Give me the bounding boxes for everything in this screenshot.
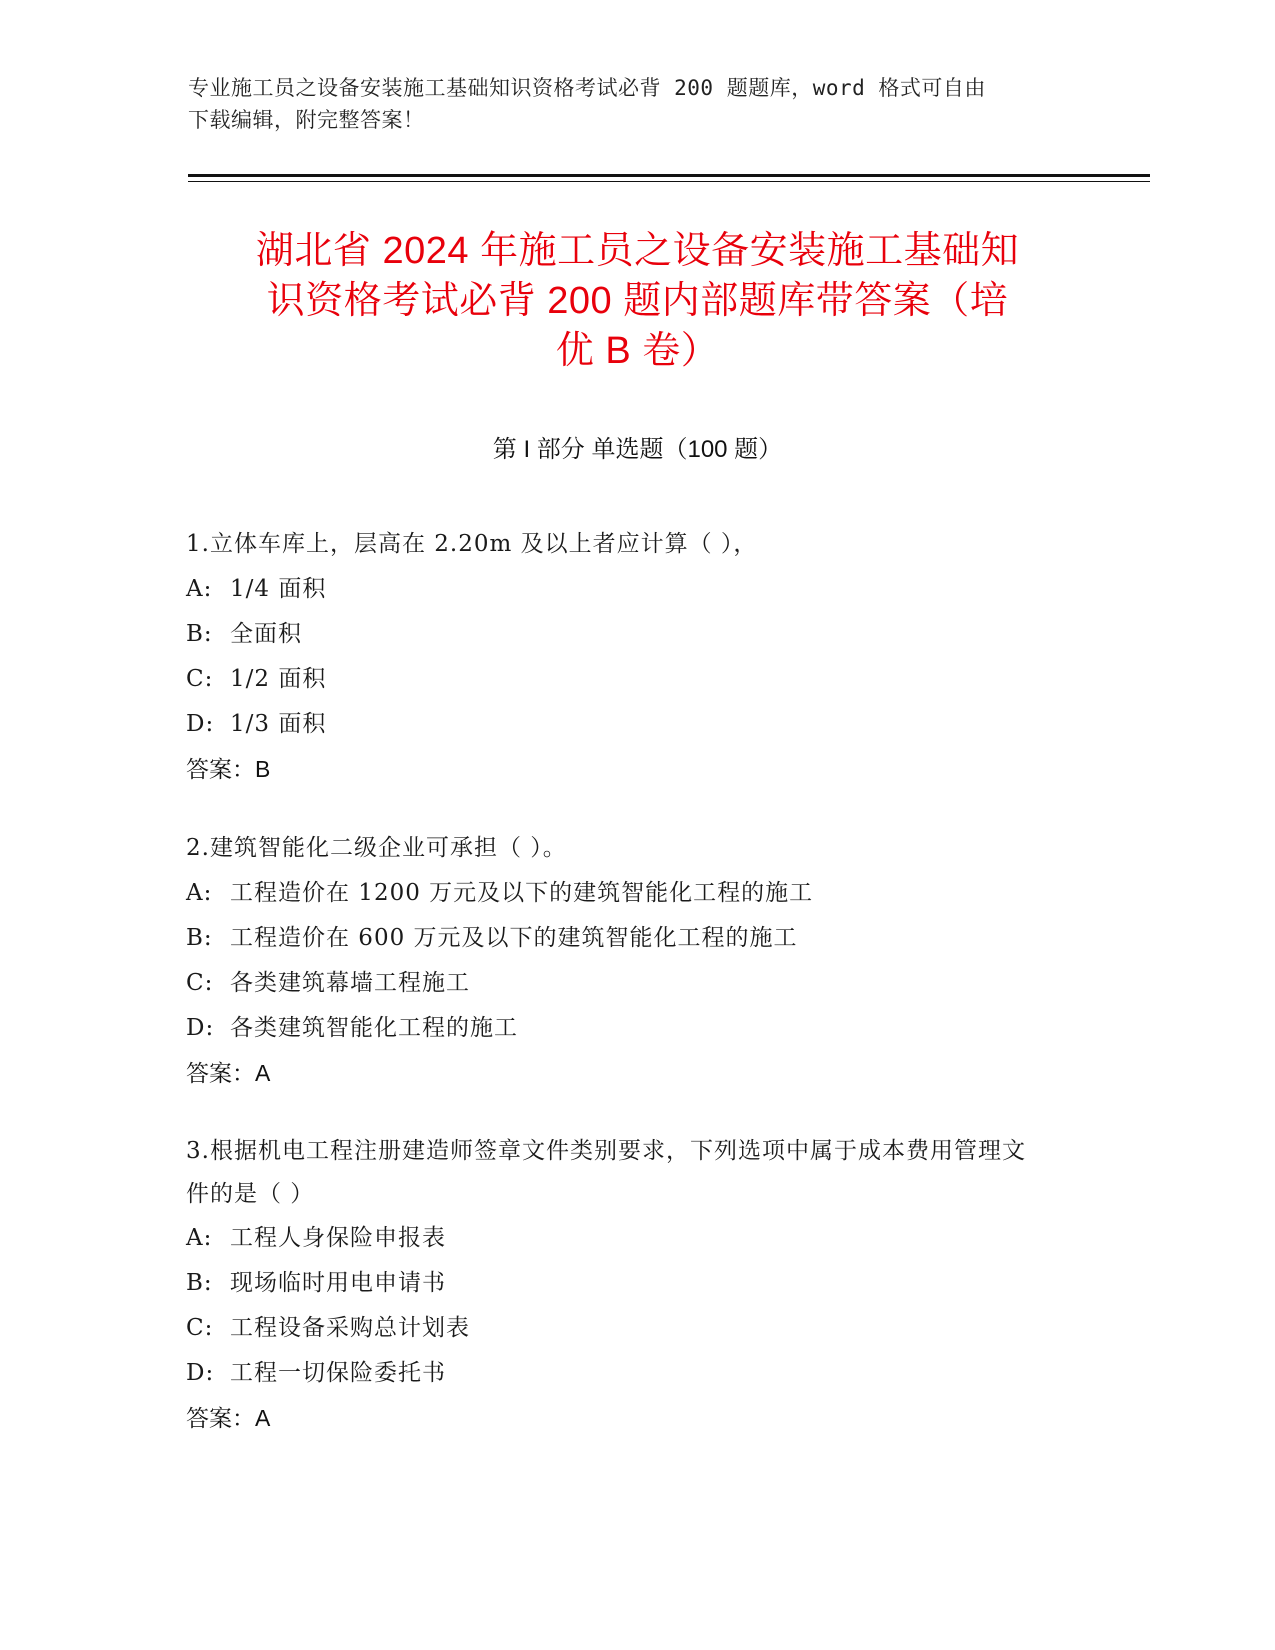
option-a bbox=[186, 1216, 1086, 1261]
question-list bbox=[186, 522, 1086, 1475]
option-key: D: bbox=[186, 1360, 215, 1386]
option-text: 工程人身保险申报表 bbox=[230, 1225, 446, 1251]
option-text: 全面积 bbox=[230, 621, 302, 647]
option-c bbox=[186, 657, 1086, 702]
header-note-line1: 专业施工员之设备安装施工基础知识资格考试必背 200 题题库，word 格式可自由 bbox=[188, 76, 986, 100]
option-d bbox=[186, 702, 1086, 747]
option-key: D: bbox=[186, 1015, 215, 1041]
option-d bbox=[186, 1351, 1086, 1396]
option-c bbox=[186, 961, 1086, 1006]
option-b bbox=[186, 612, 1086, 657]
document-title bbox=[170, 226, 1105, 376]
header-divider-thick bbox=[188, 174, 1150, 177]
option-text: 现场临时用电申请书 bbox=[230, 1270, 446, 1296]
question-stem: 2.建筑智能化二级企业可承担（ ）。 bbox=[186, 835, 567, 861]
option-text: 各类建筑幕墙工程施工 bbox=[230, 970, 470, 996]
option-a bbox=[186, 567, 1086, 612]
question-item bbox=[186, 522, 1086, 792]
option-key: B: bbox=[186, 621, 213, 647]
option-key: D: bbox=[186, 711, 215, 737]
document-title-line1: 湖北省 2024 年施工员之设备安装施工基础知 bbox=[255, 230, 1020, 272]
option-text: 工程设备采购总计划表 bbox=[230, 1315, 470, 1341]
option-key: A: bbox=[186, 576, 213, 602]
document-title-line2: 识资格考试必背 200 题内部题库带答案（培 bbox=[266, 280, 1009, 322]
question-item bbox=[186, 826, 1086, 1096]
answer-line: 答案：A bbox=[186, 1405, 271, 1431]
answer-line: 答案：B bbox=[186, 756, 271, 782]
option-d bbox=[186, 1006, 1086, 1051]
option-a bbox=[186, 871, 1086, 916]
option-key: C: bbox=[186, 1315, 214, 1341]
header-divider-thin bbox=[188, 181, 1150, 182]
option-key: C: bbox=[186, 666, 214, 692]
question-item bbox=[186, 1130, 1086, 1441]
option-key: A: bbox=[186, 1225, 213, 1251]
header-note-line2: 下载编辑，附完整答案！ bbox=[188, 108, 425, 132]
header-note bbox=[188, 72, 1088, 136]
option-key: B: bbox=[186, 925, 213, 951]
option-text: 1/2 面积 bbox=[230, 666, 327, 692]
option-text: 各类建筑智能化工程的施工 bbox=[230, 1015, 518, 1041]
question-stem: 3.根据机电工程注册建造师签章文件类别要求，下列选项中属于成本费用管理文件的是（ ） bbox=[186, 1138, 1026, 1207]
document-title-line3: 优 B 卷） bbox=[555, 330, 720, 372]
option-key: A: bbox=[186, 880, 213, 906]
section-title: 第 I 部分 单选题（100 题） bbox=[492, 436, 783, 463]
option-text: 1/4 面积 bbox=[230, 576, 327, 602]
option-b bbox=[186, 1261, 1086, 1306]
option-text: 工程造价在 1200 万元及以下的建筑智能化工程的施工 bbox=[230, 880, 814, 906]
option-text: 工程造价在 600 万元及以下的建筑智能化工程的施工 bbox=[230, 925, 798, 951]
question-stem: 1.立体车库上，层高在 2.20m 及以上者应计算（ ）， bbox=[186, 531, 758, 557]
option-key: C: bbox=[186, 970, 214, 996]
option-b bbox=[186, 916, 1086, 961]
option-c bbox=[186, 1306, 1086, 1351]
option-text: 1/3 面积 bbox=[230, 711, 327, 737]
option-text: 工程一切保险委托书 bbox=[230, 1360, 446, 1386]
answer-line: 答案：A bbox=[186, 1060, 271, 1086]
option-key: B: bbox=[186, 1270, 213, 1296]
